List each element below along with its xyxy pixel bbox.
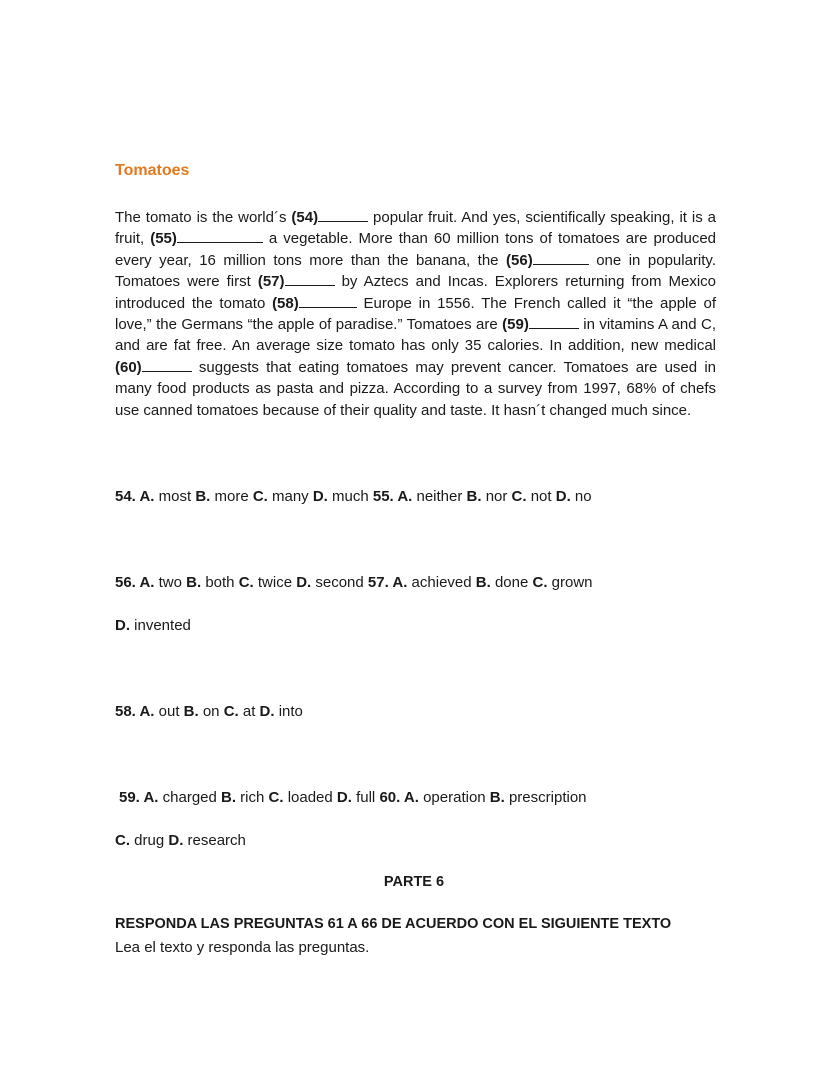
blank-line <box>299 294 357 308</box>
sub-instruction: Lea el texto y responda las preguntas. <box>115 939 370 956</box>
passage-text: popular fruit. And yes, scientifically speaking, it is a fruit, <box>115 209 716 248</box>
option-label: B. <box>489 789 505 806</box>
blank-line <box>285 272 335 286</box>
option-label: C. <box>223 703 239 720</box>
passage-text: in vitamins A and C, and are fat free. An average size tomato has only 35 calories. In addition, new medical <box>115 316 716 355</box>
option-label: D. <box>336 789 352 806</box>
passage-label: (59) <box>502 316 529 334</box>
option-label: 56. A. <box>115 574 155 591</box>
passage-text: by Aztecs and Incas. Explorers returning from Mexico introduced the tomato <box>115 273 717 312</box>
passage-text: one in popularity. Tomatoes were first <box>115 251 716 291</box>
blank-line <box>318 208 368 222</box>
option-label: C. <box>511 488 527 505</box>
options-line-58 <box>115 702 303 722</box>
option-text: loaded <box>283 789 337 806</box>
option-label: B. <box>221 789 237 806</box>
option-text: invented <box>130 617 191 634</box>
section-heading: PARTE 6 <box>383 874 445 890</box>
option-label: C. <box>252 488 268 505</box>
options-line-60-cont <box>115 831 246 851</box>
passage-label: (55) <box>150 230 177 248</box>
passage-title: Tomatoes <box>115 162 190 179</box>
option-label: D. <box>259 703 275 720</box>
option-label: D. <box>296 574 312 591</box>
option-text: not <box>526 488 556 505</box>
option-label: B. <box>466 488 482 505</box>
option-label: 58. A. <box>115 703 155 720</box>
passage-label: (56) <box>506 251 533 269</box>
option-text: full <box>351 789 380 806</box>
option-text: out <box>154 703 184 720</box>
blank-line <box>529 315 579 329</box>
option-text: on <box>198 703 224 720</box>
option-text: two <box>154 574 187 591</box>
instruction-heading: RESPONDA LAS PREGUNTAS 61 A 66 DE ACUERDO CON EL SIGUIENTE TEXTO <box>115 916 672 932</box>
option-text: more <box>210 488 253 505</box>
option-text: much <box>327 488 373 505</box>
passage-label: (54) <box>291 209 319 226</box>
option-label: B. <box>183 703 199 720</box>
passage-label: (60) <box>115 358 142 376</box>
option-label: 57. A. <box>367 574 408 591</box>
option-text: nor <box>481 488 512 505</box>
option-text: many <box>267 488 313 505</box>
option-text: drug <box>130 832 169 849</box>
blank-line <box>533 251 589 265</box>
options-line-57-cont <box>115 616 191 636</box>
option-text: neither <box>412 488 467 505</box>
option-label: C. <box>238 574 254 591</box>
option-text: grown <box>547 574 593 591</box>
option-label: 55. A. <box>372 488 413 505</box>
option-text: achieved <box>407 574 476 591</box>
passage-label: (57) <box>257 273 285 291</box>
option-text: prescription <box>504 789 587 806</box>
option-text: second <box>311 574 368 591</box>
blank-line <box>142 358 192 372</box>
option-label: D. <box>168 832 184 849</box>
options-line-56-57 <box>115 573 593 593</box>
option-text: twice <box>253 574 297 591</box>
option-text: research <box>183 832 246 849</box>
option-text: rich <box>236 789 269 806</box>
option-text: most <box>154 488 196 505</box>
passage-text: suggests that eating tomatoes may prevent cancer. Tomatoes are used in many food products as pasta and pizza. According to a survey from 1997, 68% of chefs use canned tomatoes because of their quality and taste. It hasn´t changed much since. <box>115 358 716 419</box>
passage-label: (58) <box>272 294 299 312</box>
option-text: charged <box>158 789 222 806</box>
passage-text: The tomato is the world´s <box>115 209 292 226</box>
option-label: C. <box>532 574 548 591</box>
blank-line <box>177 229 263 243</box>
option-label: D. <box>115 617 130 634</box>
passage-text: Europe in 1556. The French called it “the apple of love,” the Germans “the apple of paradise.” Tomatoes are <box>115 294 716 334</box>
option-label: 59. A. <box>119 789 159 806</box>
option-text: both <box>201 574 239 591</box>
option-text: at <box>238 703 260 720</box>
option-label: B. <box>195 488 211 505</box>
option-label: C. <box>268 789 284 806</box>
option-label: B. <box>475 574 491 591</box>
option-label: D. <box>312 488 328 505</box>
option-label: C. <box>115 832 130 849</box>
option-label: B. <box>186 574 202 591</box>
passage-text <box>115 207 716 421</box>
option-text: no <box>570 488 592 505</box>
option-label: 54. A. <box>115 488 155 505</box>
option-label: 60. A. <box>379 789 419 806</box>
options-line-54-55 <box>115 487 592 507</box>
option-text: into <box>274 703 303 720</box>
option-label: D. <box>555 488 571 505</box>
options-line-59-60 <box>119 788 587 808</box>
passage-text: a vegetable. More than 60 million tons of tomatoes are produced every year, 16 million tons more than the banana, the <box>115 230 717 269</box>
option-text: operation <box>418 789 490 806</box>
option-text: done <box>490 574 533 591</box>
